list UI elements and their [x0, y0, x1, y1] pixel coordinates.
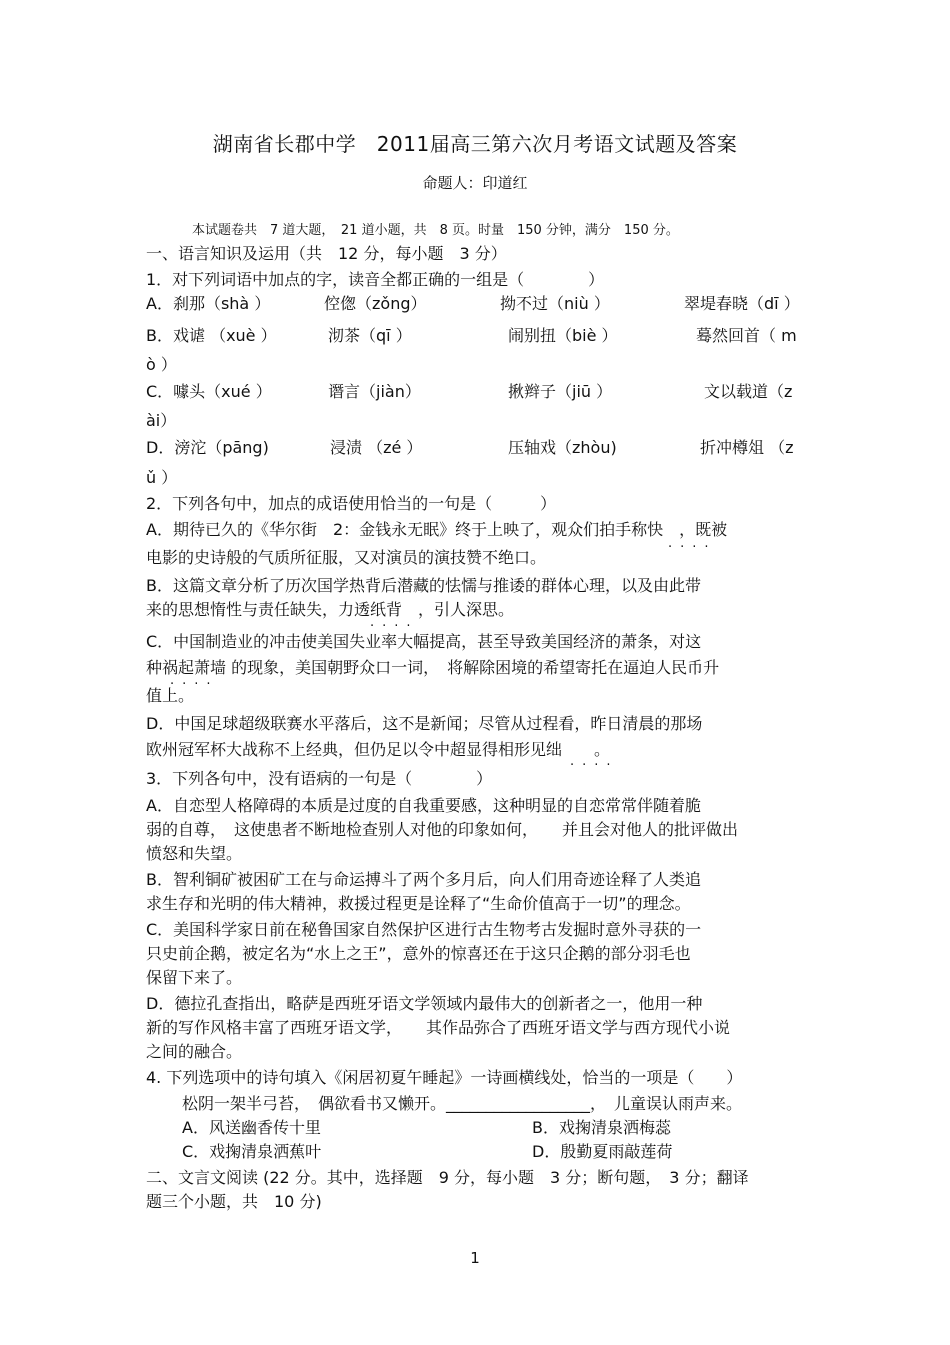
emphasis-dots: ....	[668, 536, 717, 551]
q1-option-b2: 沏茶（qī ）	[328, 326, 412, 345]
document-title: 湖南省长郡中学 2011届高三第六次月考语文试题及答案	[212, 132, 738, 156]
q3-option-b-line1: B．智利铜矿被困矿工在与命运搏斗了两个多月后，向人们用奇迹诠释了人类追	[146, 870, 701, 889]
q3-option-a-line1: A．自恋型人格障碍的本质是过度的自我重要感，这种明显的自恋常常伴随着脆	[146, 796, 701, 815]
q1-option-c-continued: ài）	[146, 411, 177, 430]
q2-option-c-line2: 种祸起萧墙 的现象，美国朝野众口一词， 将解除困境的希望寄托在逼迫人民币升	[146, 658, 720, 677]
q2-option-b-line2: 来的思想惰性与责任缺失，力透纸背 ，引人深思。	[146, 600, 515, 619]
q1-option-b-continued: ò ）	[146, 355, 177, 374]
q2-option-c-line3: 值上。	[146, 686, 195, 705]
question-stem: 3．下列各句中，没有语病的一句是（ ）	[146, 769, 493, 788]
q3-option-c-line2: 只史前企鹅，被定名为“水上之王”，意外的惊喜还在于这只企鹅的部分羽毛也	[146, 944, 691, 963]
question-stem: 1．对下列词语中加点的字，读音全都正确的一组是（ ）	[146, 270, 605, 289]
page-number: 1	[470, 1249, 480, 1267]
exam-intro: 本试题卷共 7 道大题， 21 道小题，共 8 页。时量 150 分钟，满分 150 分。	[192, 223, 679, 238]
section-heading: 二、文言文阅读 (22 分。其中，选择题 9 分，每小题 3 分；断句题， 3 分；翻译	[146, 1168, 749, 1187]
q1-option-d2: 浸渍 （zé ）	[330, 438, 423, 457]
q2-option-a-line2: 电影的史诗般的气质所征服，又对演员的演技赞不绝口。	[146, 548, 547, 567]
q1-option-c4: 文以载道（z	[704, 382, 793, 401]
q4-option-b: B．戏掬清泉洒梅蕊	[532, 1118, 671, 1137]
q3-option-d-line2: 新的写作风格丰富了西班牙语文学， 其作品弥合了西班牙语文学与西方现代小说	[146, 1018, 731, 1037]
poem-line: 松阴一架半弓苔， 偶欲看书又懒开。__________________， 儿童误认雨声来。	[182, 1094, 743, 1113]
q2-option-a-line1: A．期待已久的《华尔街 2：金钱永无眠》终于上映了，观众们拍手称快 ，既被	[146, 520, 728, 539]
q1-option-c2: 谮言（jiàn）	[328, 382, 421, 401]
q2-option-c-line1: C．中国制造业的冲击使美国失业率大幅提高，甚至导致美国经济的萧条，对这	[146, 632, 702, 651]
q1-option-d-continued: ǔ ）	[146, 468, 178, 487]
q1-option-a1: A．刹那（shà ）	[146, 294, 271, 313]
q3-option-c-line1: C．美国科学家日前在秘鲁国家自然保护区进行古生物考古发掘时意外寻获的一	[146, 920, 702, 939]
section-heading: 一、语言知识及运用（共 12 分，每小题 3 分）	[146, 244, 507, 263]
q1-option-c3: 揪辫子（jiū ）	[508, 382, 613, 401]
section-heading-continued: 题三个小题，共 10 分)	[146, 1192, 322, 1211]
q1-option-b3: 闹别扭（biè ）	[508, 326, 618, 345]
q1-option-a2: 倥偬（zǒng）	[324, 294, 427, 313]
q4-option-c: C．戏掬清泉洒蕉叶	[182, 1142, 322, 1161]
q4-option-d: D．殷勤夏雨敲莲荷	[532, 1142, 673, 1161]
q1-option-d3: 压轴戏（zhòu)	[508, 438, 617, 457]
q3-option-d-line3: 之间的融合。	[146, 1042, 243, 1061]
emphasis-dots: ....	[570, 754, 619, 769]
emphasis-dots: ....	[170, 673, 219, 688]
q1-option-a4: 翠堤春晓（dī ）	[684, 294, 800, 313]
q1-option-b1: B．戏谑 （xuè ）	[146, 326, 277, 345]
q3-option-a-line2: 弱的自尊， 这使患者不断地检查别人对他的印象如何， 并且会对他人的批评做出	[146, 820, 739, 839]
q1-option-d4: 折冲樽俎 （z	[700, 438, 794, 457]
q1-option-d1: D．滂沱（pāng)	[146, 438, 269, 457]
q1-option-a3: 拗不过（niù ）	[500, 294, 610, 313]
q4-option-a: A．风送幽香传十里	[182, 1118, 321, 1137]
q3-option-b-line2: 求生存和光明的伟大精神，救援过程更是诠释了“生命价值高于一切”的理念。	[146, 894, 691, 913]
q3-option-a-line3: 愤怒和失望。	[146, 844, 243, 863]
emphasis-dots: ....	[370, 615, 419, 630]
question-stem: 2．下列各句中，加点的成语使用恰当的一句是（ ）	[146, 494, 557, 513]
q2-option-b-line1: B．这篇文章分析了历次国学热背后潜藏的怯懦与推诿的群体心理，以及由此带	[146, 576, 701, 595]
q3-option-c-line3: 保留下来了。	[146, 968, 243, 987]
author-line: 命题人：印道红	[422, 174, 528, 192]
q1-option-b4: 蓦然回首（ m	[696, 326, 797, 345]
q1-option-c1: C．噱头（xué ）	[146, 382, 272, 401]
question-stem: 4. 下列选项中的诗句填入《闲居初夏午睡起》一诗画横线处，恰当的一项是（ ）	[146, 1068, 743, 1087]
q2-option-d-line2: 欧州冠军杯大战称不上经典，但仍足以令中超显得相形见绌 。	[146, 740, 611, 759]
q2-option-d-line1: D．中国足球超级联赛水平落后，这不是新闻；尽管从过程看，昨日清晨的那场	[146, 714, 703, 733]
q3-option-d-line1: D．德拉孔查指出，略萨是西班牙语文学领域内最伟大的创新者之一，他用一种	[146, 994, 703, 1013]
